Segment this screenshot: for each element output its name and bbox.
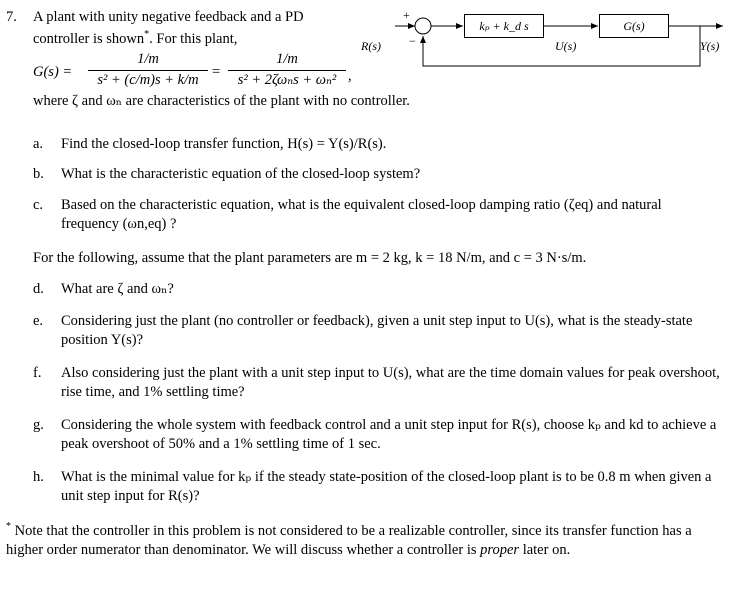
assumption-text: For the following, assume that the plant parameters are m = 2 kg, k = 18 N/m, and c = 3 N·s/m. (33, 250, 587, 266)
part-a-mark: a. (33, 136, 44, 152)
part-h-mark: h. (33, 469, 44, 485)
footnote-text: Note that the controller in this problem is not considered to be a realizable controller, since its transfer function has a higher order numerator than denominator. We will discuss whether a controller is (6, 522, 692, 558)
controller-block: kₚ + k_d s (464, 14, 544, 38)
input-label: R(s) (361, 39, 381, 53)
fraction1-numerator: 1/m (137, 51, 159, 67)
part-c-mark: c. (33, 197, 44, 213)
part-e-text: Considering just the plant (no controller or feedback), given a unit step input to U(s), what is the steady-state position Y(s)? (61, 313, 693, 348)
footnote-emphasis: proper (480, 541, 520, 558)
problem-number: 7. (6, 9, 17, 25)
footnote-text-end: later on. (519, 541, 571, 558)
part-f-text: Also considering just the plant with a unit step input to U(s), what are the time domain values for peak overshoot, rise time, and 1% settling time? (61, 365, 720, 400)
part-e-mark: e. (33, 313, 44, 329)
minus-sign: − (409, 34, 416, 48)
footnote-marker: * (144, 29, 150, 40)
plant-block: G(s) (599, 14, 669, 38)
statement-line-1: A plant with unity negative feedback and a PD (33, 9, 304, 25)
output-label: Y(s) (700, 39, 720, 53)
fraction1-denominator: s² + (c/m)s + k/m (97, 72, 199, 88)
part-a-text: Find the closed-loop transfer function, H(s) = Y(s)/R(s). (61, 136, 387, 152)
equals-sign: = (212, 64, 221, 80)
statement-line-2 (33, 28, 237, 49)
part-d-mark: d. (33, 281, 44, 297)
part-g-mark: g. (33, 417, 44, 433)
footnote-mark: * (6, 521, 11, 532)
fraction2-numerator: 1/m (276, 51, 298, 67)
where-text: where ζ and ωₙ are characteristics of the plant with no controller. (33, 93, 410, 109)
part-h-text: What is the minimal value for kₚ if the steady state-position of the closed-loop plant is to be 0.8 m when given a unit step input for R(s)? (61, 469, 712, 504)
statement-line-2-text: controller is shown (33, 30, 145, 47)
plant-comma: , (348, 68, 352, 84)
block-diagram (355, 6, 730, 76)
part-c-text: Based on the characteristic equation, what is the equivalent closed-loop damping ratio (ζeq) and natural frequency (ωn,eq) ? (61, 197, 662, 232)
control-label: U(s) (555, 39, 577, 53)
fraction2-denominator: s² + 2ζωₙs + ωₙ² (237, 72, 337, 88)
part-f-mark: f. (33, 365, 42, 381)
footnote (6, 520, 726, 560)
plus-sign: + (403, 8, 410, 22)
part-g-text: Considering the whole system with feedback control and a unit step input for R(s), choose kₚ and kd to achieve a peak overshoot of 50% and a 1% settling time of 1 sec. (61, 417, 717, 452)
statement-line-2-end: . For this plant, (149, 30, 238, 47)
part-b-text: What is the characteristic equation of the closed-loop system? (61, 166, 421, 182)
plant-lhs: G(s) = (33, 64, 73, 80)
part-d-text: What are ζ and ωₙ? (61, 281, 174, 297)
part-b-mark: b. (33, 166, 44, 182)
